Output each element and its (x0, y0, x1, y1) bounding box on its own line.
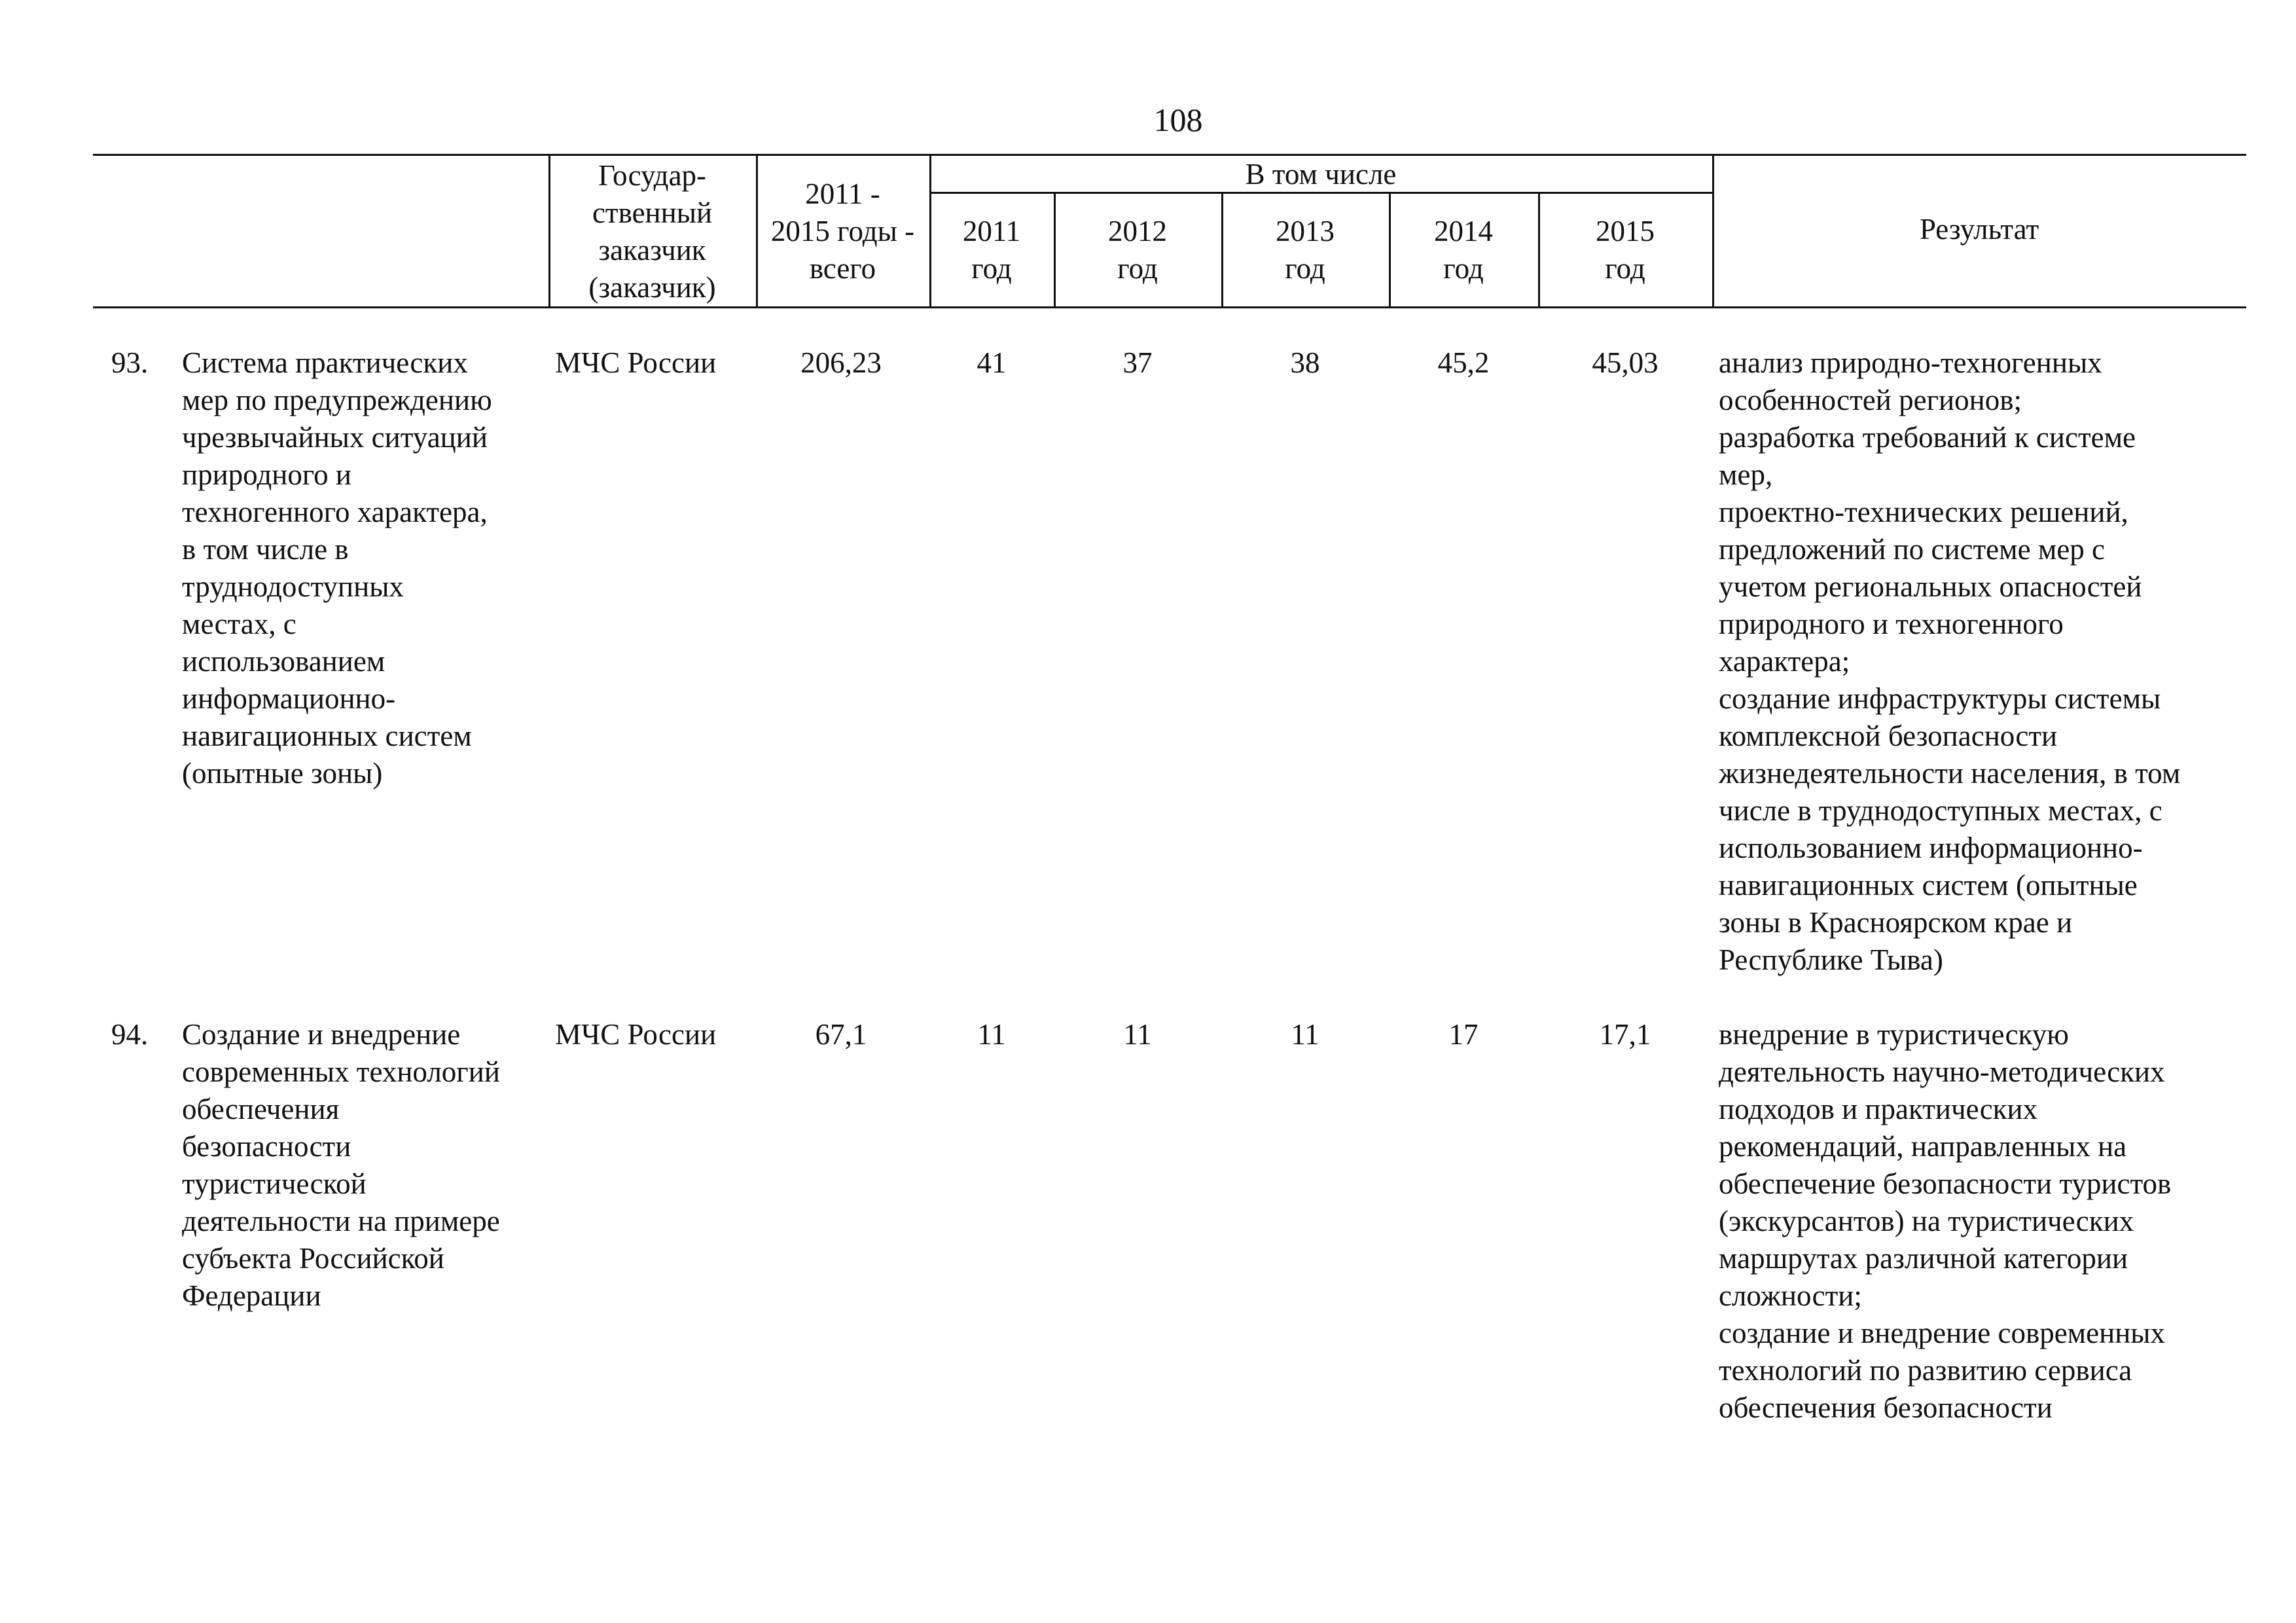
row-number: 93. (111, 346, 149, 379)
header-year-2012: 2012 год (1108, 215, 1167, 285)
header-year-2011: 2011 год (962, 215, 1021, 285)
row-number: 94. (111, 1018, 149, 1051)
row-total: 206,23 (800, 346, 882, 379)
header-including: В том числе (1245, 158, 1397, 191)
row-value-2014: 45,2 (1437, 346, 1490, 379)
row-customer: МЧС России (555, 346, 717, 379)
row-value-2015: 45,03 (1592, 346, 1659, 379)
row-result: внедрение в туристическую деятельность научно-методических подходов и практических рекомендаций, направленных на обеспечение безопасности туристов (экскурсантов) на туристических маршрутах различной категории сложности; создание и внедрение современных технологий по развитию сервиса обеспечения безопасности (1719, 1018, 2172, 1424)
row-name: Система практических мер по предупреждению чрезвычайных ситуаций природного и техногенного характера, в том числе в труднодоступных местах, с использованием информационно- навигационных систем (опытные зоны) (182, 346, 492, 790)
header-customer: Государ- ственный заказчик (заказчик) (588, 159, 716, 304)
row-value-2013: 11 (1291, 1018, 1319, 1051)
row-value-2014: 17 (1448, 1018, 1479, 1051)
row-customer: МЧС России (555, 1018, 717, 1051)
row-value-2013: 38 (1290, 346, 1320, 379)
row-result: анализ природно-техногенных особенностей регионов; разработка требований к системе мер, проектно-технических решений, предложений по системе мер с учетом региональных опасностей природного и техногенного характера; создание инфраструктуры системы комплексной безопасности жизнедеятельности населения, в том числе в труднодоступных местах, с использованием информационно- навигационных систем (опытные зоны в Красноярском крае и Республике Тыва) (1719, 346, 2181, 976)
header-year-2015: 2015 год (1596, 215, 1655, 285)
row-name: Создание и внедрение современных технологий обеспечения безопасности туристической деятельности на примере субъекта Российской Федерации (182, 1018, 500, 1312)
header-result: Результат (1919, 213, 2039, 246)
page-number: 108 (1153, 101, 1203, 138)
row-value-2012: 11 (1123, 1018, 1152, 1051)
row-value-2011: 11 (977, 1018, 1006, 1051)
header-total: 2011 - 2015 годы - всего (770, 177, 915, 285)
row-value-2012: 37 (1122, 346, 1153, 379)
row-value-2011: 41 (977, 346, 1007, 379)
header-year-2014: 2014 год (1434, 215, 1493, 285)
row-value-2015: 17,1 (1599, 1018, 1651, 1051)
row-total: 67,1 (815, 1018, 867, 1051)
header-year-2013: 2013 год (1276, 215, 1335, 285)
header-bottom-rule (93, 306, 2246, 308)
